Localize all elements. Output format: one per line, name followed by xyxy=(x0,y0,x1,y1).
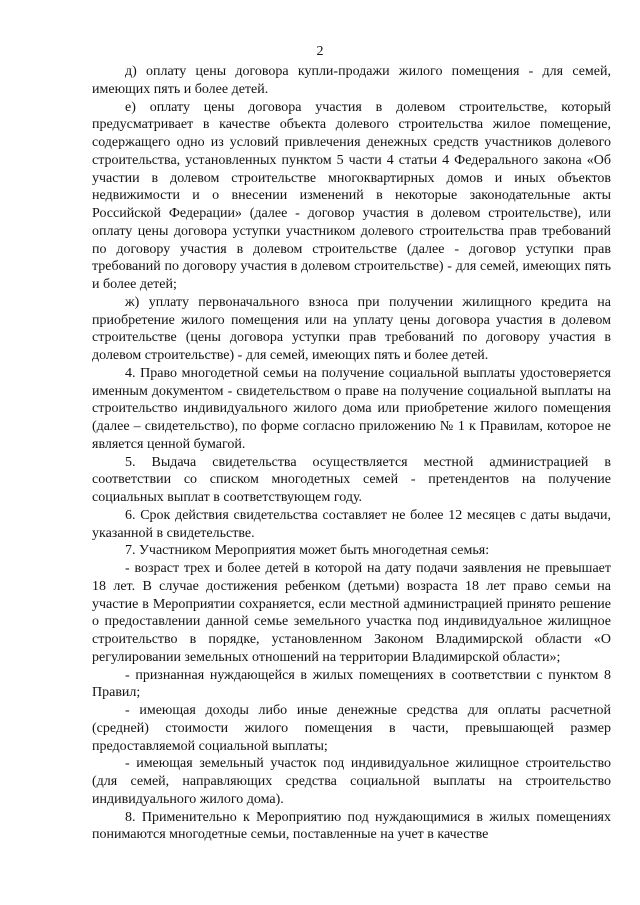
paragraph-6: 6. Срок действия свидетельства составляет не более 12 месяцев с даты выдачи, указанной в свидетельстве. xyxy=(92,507,611,541)
paragraph-zh: ж) уплату первоначального взноса при получении жилищного кредита на приобретение жилого помещения или на уплату цены договора участия в долевом строительстве (цены договора уступки прав требований по договору участия в долевом строительстве) - для семей, имеющих пять и более детей. xyxy=(92,294,611,363)
paragraph-d: д) оплату цены договора купли-продажи жилого помещения - для семей, имеющих пять и более детей. xyxy=(92,64,611,97)
paragraph-7-land: - имеющая земельный участок под индивидуальное жилищное строительство (для семей, направляющих средства социальной выплаты на строительство индивидуального жилого дома). xyxy=(92,756,611,807)
paragraph-7-needy: - признанная нуждающейся в жилых помещениях в соответствии с пунктом 8 Правил; xyxy=(92,667,611,701)
paragraph-7-income: - имеющая доходы либо иные денежные средства для оплаты расчетной (средней) стоимости жилого помещения в части, превышающей размер предоставляемой социальной выплаты; xyxy=(92,703,611,754)
page-number: 2 xyxy=(316,44,324,59)
paragraph-5: 5. Выдача свидетельства осуществляется местной администрацией в соответствии со списком многодетных семей - претендентов на получение социальных выплат в соответствующем году. xyxy=(92,454,611,505)
paragraph-7: 7. Участником Мероприятия может быть многодетная семья: xyxy=(125,543,490,559)
paragraph-e: е) оплату цены договора участия в долевом строительстве, который предусматривает в качестве объекта долевого строительства жилое помещение, содержащего одно из условий привлечения денежных средств участников долевого строительства, установленных пунктом 5 части 4 статьи 4 Федерального закона «Об участии в долевом строительстве многоквартирных домов и иных объектов недвижимости и о внесении изменений в некоторые законодательные акты Российской Федерации» (далее - договор участия в долевом строительстве), или оплату цены договора уступки участником долевого строительства прав требований по договору участия в долевом строительстве (далее - договор уступки прав требований по договору участия в долевом строительстве) - для семей, имеющих пять и более детей; xyxy=(92,99,611,292)
paragraph-7-age: - возраст трех и более детей в которой на дату подачи заявления не превышает 18 лет. В случае достижения ребенком (детьми) возраста 18 лет право семьи на участие в Мероприятии сохраняется, если местной администрацией принято решение о предоставлении данной семье земельного участка под индивидуальное жилищное строительство в порядке, установленном Законом Владимирской области «О регулировании земельных отношений на территории Владимирской области»; xyxy=(92,561,611,665)
paragraph-8: 8. Применительно к Мероприятию под нуждающимися в жилых помещениях понимаются многодетные семьи, поставленные на учет в качестве xyxy=(92,809,611,843)
document-body xyxy=(92,63,611,844)
paragraph-4: 4. Право многодетной семьи на получение социальной выплаты удостоверяется именным документом - свидетельством о праве на получение социальной выплаты на строительство индивидуального жилого дома или приобретение жилого помещения (далее – свидетельство), по форме согласно приложению № 1 к Правилам, которое не является ценной бумагой. xyxy=(92,365,611,452)
